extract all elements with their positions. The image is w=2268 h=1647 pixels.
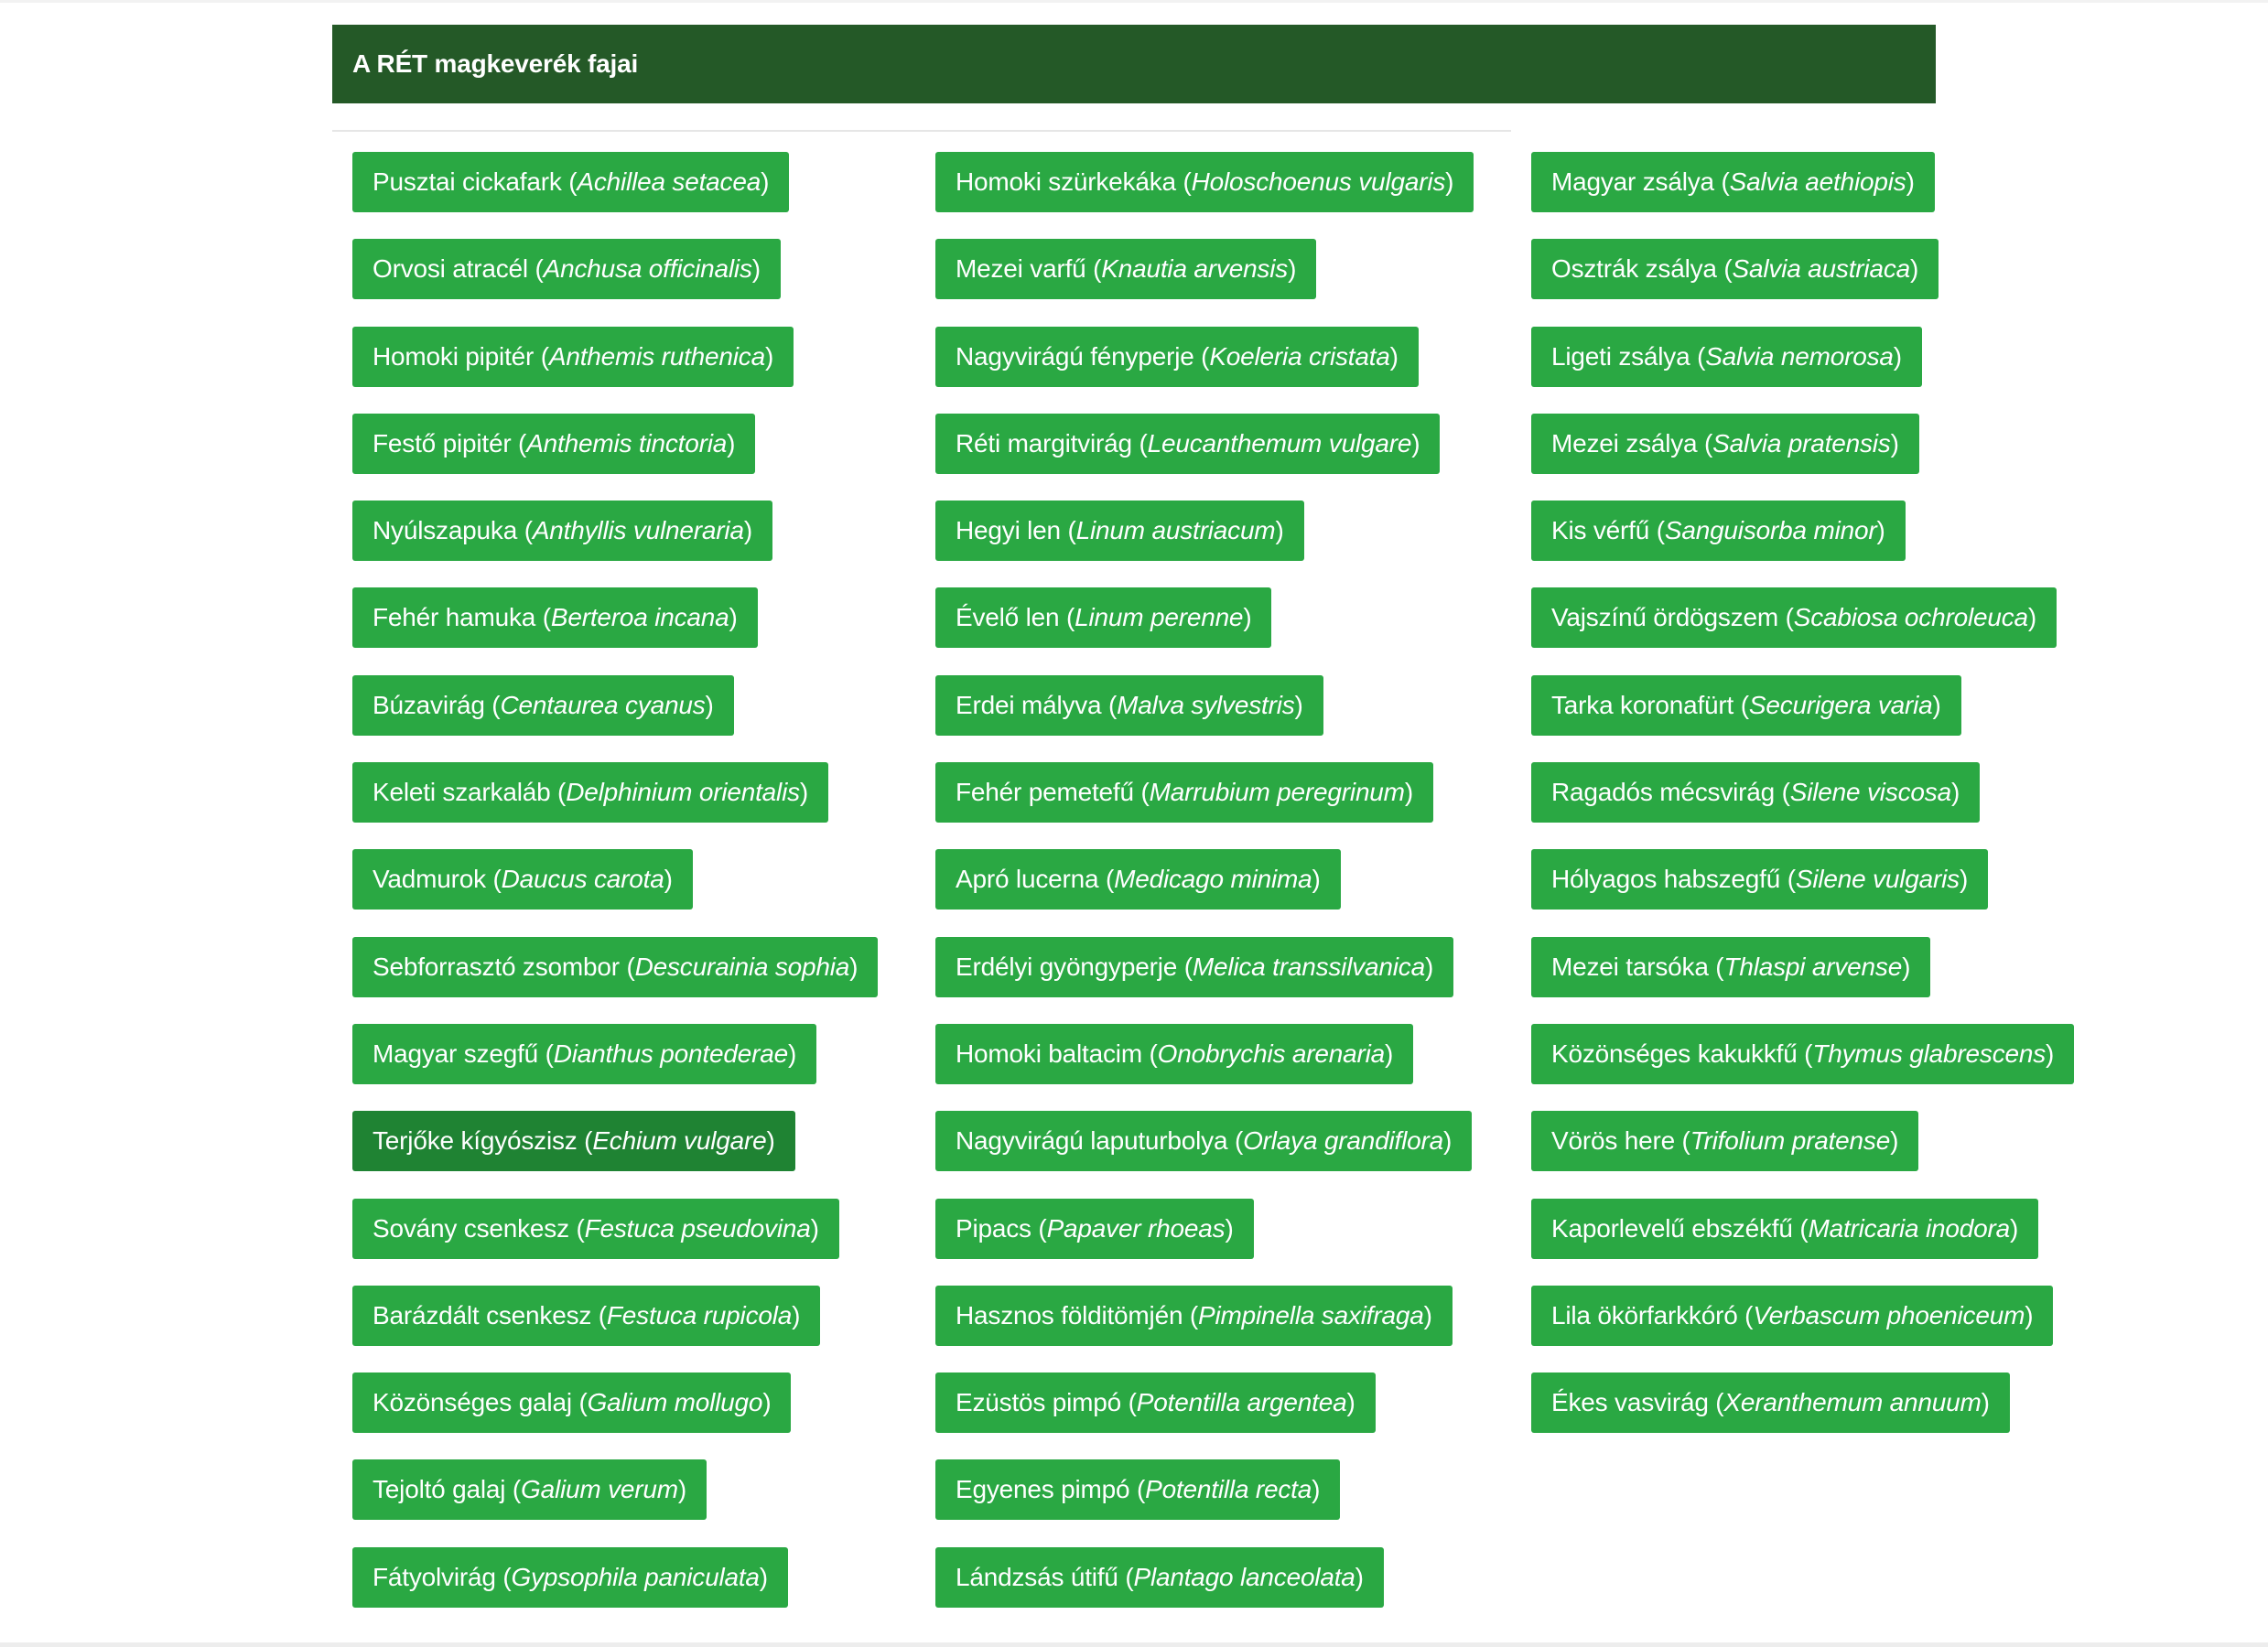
open-paren: ( [1193, 341, 1210, 371]
close-paren: ) [799, 778, 809, 807]
species-common-name: Mezei tarsóka [1551, 952, 1709, 981]
species-latin-name: Berteroa incana [550, 603, 729, 632]
species-common-name: Nyúlszapuka [373, 516, 518, 545]
open-paren: ( [1101, 690, 1118, 719]
species-latin-name: Festuca rupicola [606, 1300, 793, 1329]
species-tag[interactable] [935, 1024, 1413, 1084]
species-tag[interactable] [935, 414, 1440, 474]
species-tag[interactable] [352, 1547, 788, 1608]
close-paren: ) [1902, 952, 1911, 981]
bottom-border [0, 1642, 2268, 1647]
open-paren: ( [527, 254, 544, 284]
open-paren: ( [1129, 1475, 1146, 1504]
open-paren: ( [1031, 1213, 1047, 1243]
open-paren: ( [505, 1475, 521, 1504]
close-paren: ) [743, 516, 752, 545]
species-latin-name: Potentilla argentea [1136, 1388, 1347, 1417]
close-paren: ) [1950, 778, 1960, 807]
close-paren: ) [677, 1475, 686, 1504]
species-latin-name: Silene viscosa [1789, 778, 1951, 807]
close-paren: ) [1225, 1213, 1234, 1243]
species-tag[interactable] [935, 587, 1271, 648]
species-tag[interactable] [935, 849, 1341, 910]
close-paren: ) [1893, 341, 1902, 371]
open-paren: ( [561, 167, 578, 196]
species-tag[interactable] [935, 1372, 1376, 1433]
species-tag[interactable] [935, 762, 1433, 823]
species-tag[interactable] [352, 239, 781, 299]
species-latin-name: Galium verum [521, 1475, 678, 1504]
species-common-name: Homoki szürkekáka [956, 167, 1176, 196]
species-tag[interactable] [935, 152, 1474, 212]
species-tag[interactable] [935, 1286, 1453, 1346]
close-paren: ) [1443, 1126, 1453, 1156]
close-paren: ) [764, 341, 774, 371]
species-common-name: Erdei mályva [956, 690, 1102, 719]
close-paren: ) [787, 1039, 797, 1068]
close-paren: ) [1890, 428, 1899, 458]
open-paren: ( [1775, 778, 1790, 807]
species-latin-name: Knautia arvensis [1101, 254, 1289, 284]
species-column-2 [935, 152, 1474, 1634]
open-paren: ( [591, 1300, 607, 1329]
close-paren: ) [1288, 254, 1297, 284]
close-paren: ) [751, 254, 761, 284]
species-common-name: Pipacs [956, 1213, 1031, 1243]
close-paren: ) [2046, 1039, 2055, 1068]
close-paren: ) [1312, 865, 1321, 894]
species-common-name: Fehér hamuka [373, 603, 536, 632]
species-latin-name: Anchusa officinalis [543, 254, 752, 284]
open-paren: ( [517, 516, 533, 545]
species-tag[interactable] [352, 1024, 816, 1084]
close-paren: ) [1959, 865, 1969, 894]
species-common-name: Vörös here [1551, 1126, 1675, 1156]
species-latin-name: Onobrychis arenaria [1157, 1039, 1385, 1068]
species-common-name: Sebforrasztó zsombor [373, 952, 620, 981]
species-tag[interactable] [1531, 239, 1939, 299]
close-paren: ) [727, 428, 736, 458]
species-latin-name: Centaurea cyanus [500, 690, 706, 719]
species-common-name: Réti margitvirág [956, 428, 1132, 458]
open-paren: ( [1227, 1126, 1244, 1156]
close-paren: ) [1243, 603, 1252, 632]
species-tag[interactable] [1531, 849, 1988, 910]
species-latin-name: Sanguisorba minor [1664, 516, 1877, 545]
close-paren: ) [2025, 1300, 2034, 1329]
species-latin-name: Festuca pseudovina [584, 1213, 811, 1243]
open-paren: ( [538, 1039, 554, 1068]
open-paren: ( [1118, 1562, 1134, 1591]
species-latin-name: Daucus carota [501, 865, 664, 894]
close-paren: ) [2009, 1213, 2019, 1243]
species-common-name: Magyar szegfű [373, 1039, 539, 1068]
close-paren: ) [761, 167, 770, 196]
species-tag[interactable] [1531, 152, 1935, 212]
species-tag[interactable] [935, 675, 1323, 736]
open-paren: ( [485, 865, 502, 894]
close-paren: ) [1910, 254, 1919, 284]
close-paren: ) [1932, 690, 1941, 719]
species-common-name: Erdélyi gyöngyperje [956, 952, 1178, 981]
open-paren: ( [1175, 167, 1192, 196]
species-tag[interactable] [935, 239, 1316, 299]
species-latin-name: Leucanthemum vulgare [1147, 428, 1412, 458]
species-tag[interactable] [352, 327, 794, 387]
species-common-name: Egyenes pimpó [956, 1475, 1130, 1504]
open-paren: ( [1131, 428, 1148, 458]
close-paren: ) [1294, 690, 1303, 719]
species-common-name: Terjőke kígyószisz [373, 1126, 578, 1156]
species-common-name: Tejoltó galaj [373, 1475, 506, 1504]
open-paren: ( [1737, 1300, 1754, 1329]
species-tag[interactable] [1531, 1372, 2010, 1433]
species-tag[interactable] [352, 1199, 839, 1259]
open-paren: ( [1674, 1126, 1690, 1156]
species-latin-name: Holoschoenus vulgaris [1191, 167, 1446, 196]
species-latin-name: Trifolium pratense [1690, 1126, 1891, 1156]
close-paren: ) [1404, 778, 1413, 807]
species-latin-name: Gypsophila paniculata [511, 1562, 760, 1591]
species-tag[interactable] [352, 152, 789, 212]
open-paren: ( [495, 1562, 512, 1591]
species-latin-name: Melica transsilvanica [1192, 952, 1425, 981]
species-latin-name: Echium vulgare [592, 1126, 767, 1156]
close-paren: ) [1389, 341, 1399, 371]
species-latin-name: Linum austriacum [1075, 516, 1276, 545]
species-latin-name: Orlaya grandiflora [1243, 1126, 1444, 1156]
species-latin-name: Salvia pratensis [1712, 428, 1891, 458]
species-tag[interactable] [1531, 501, 1906, 561]
species-latin-name: Galium mollugo [587, 1388, 763, 1417]
species-latin-name: Matricaria inodora [1808, 1213, 2010, 1243]
species-latin-name: Salvia aethiopis [1729, 167, 1906, 196]
open-paren: ( [1060, 516, 1076, 545]
close-paren: ) [1346, 1388, 1355, 1417]
species-latin-name: Xeranthemum annuum [1723, 1388, 1982, 1417]
species-common-name: Lila ökörfarkkóró [1551, 1300, 1738, 1329]
close-paren: ) [1981, 1388, 1990, 1417]
species-column-1 [352, 152, 878, 1634]
species-latin-name: Securigera varia [1748, 690, 1933, 719]
species-common-name: Apró lucerna [956, 865, 1099, 894]
open-paren: ( [1098, 865, 1115, 894]
open-paren: ( [1716, 254, 1733, 284]
species-tag[interactable] [1531, 327, 1922, 387]
close-paren: ) [1890, 1126, 1899, 1156]
species-common-name: Vajszínű ördögszem [1551, 603, 1779, 632]
open-paren: ( [1183, 1300, 1199, 1329]
species-latin-name: Pimpinella saxifraga [1198, 1300, 1424, 1329]
species-common-name: Ligeti zsálya [1551, 341, 1690, 371]
species-latin-name: Achillea setacea [577, 167, 761, 196]
open-paren: ( [1708, 952, 1724, 981]
close-paren: ) [810, 1213, 819, 1243]
species-common-name: Mezei zsálya [1551, 428, 1698, 458]
open-paren: ( [1649, 516, 1665, 545]
species-latin-name: Delphinium orientalis [566, 778, 800, 807]
species-tag[interactable] [1531, 1024, 2074, 1084]
species-latin-name: Thlaspi arvense [1723, 952, 1903, 981]
open-paren: ( [1792, 1213, 1809, 1243]
species-tag[interactable] [352, 675, 734, 736]
species-latin-name: Scabiosa ochroleuca [1793, 603, 2028, 632]
species-tag[interactable] [935, 1547, 1384, 1608]
species-common-name: Ezüstös pimpó [956, 1388, 1122, 1417]
species-tag[interactable] [352, 587, 758, 648]
open-paren: ( [571, 1388, 588, 1417]
species-latin-name: Anthemis ruthenica [548, 341, 765, 371]
species-common-name: Kis vérfű [1551, 516, 1650, 545]
species-tag[interactable] [935, 327, 1419, 387]
species-tag[interactable] [352, 849, 693, 910]
close-paren: ) [1275, 516, 1284, 545]
species-latin-name: Anthemis tinctoria [526, 428, 728, 458]
species-common-name: Fátyolvirág [373, 1562, 496, 1591]
open-paren: ( [1085, 254, 1102, 284]
open-paren: ( [511, 428, 527, 458]
species-tag[interactable] [935, 1459, 1340, 1520]
species-latin-name: Silene vulgaris [1795, 865, 1960, 894]
species-latin-name: Salvia nemorosa [1705, 341, 1894, 371]
close-paren: ) [766, 1126, 775, 1156]
species-common-name: Sovány csenkesz [373, 1213, 569, 1243]
species-common-name: Hólyagos habszegfű [1551, 865, 1781, 894]
species-latin-name: Malva sylvestris [1117, 690, 1295, 719]
species-column-3 [1531, 152, 2074, 1459]
close-paren: ) [849, 952, 859, 981]
species-tag[interactable] [935, 1199, 1254, 1259]
close-paren: ) [705, 690, 714, 719]
species-latin-name: Thymus glabrescens [1812, 1039, 2047, 1068]
species-common-name: Keleti szarkaláb [373, 778, 551, 807]
species-tag[interactable] [1531, 1286, 2053, 1346]
species-common-name: Nagyvirágú laputurbolya [956, 1126, 1228, 1156]
close-paren: ) [729, 603, 738, 632]
species-tag[interactable] [352, 1459, 707, 1520]
species-common-name: Pusztai cickafark [373, 167, 562, 196]
species-common-name: Tarka koronafürt [1551, 690, 1734, 719]
species-common-name: Fehér pemetefű [956, 778, 1134, 807]
species-common-name: Lándzsás útifű [956, 1562, 1118, 1591]
open-paren: ( [1697, 428, 1713, 458]
species-common-name: Homoki baltacim [956, 1039, 1142, 1068]
close-paren: ) [1355, 1562, 1364, 1591]
species-tag[interactable] [1531, 675, 1961, 736]
species-latin-name: Papaver rhoeas [1046, 1213, 1226, 1243]
species-common-name: Osztrák zsálya [1551, 254, 1717, 284]
open-paren: ( [1797, 1039, 1813, 1068]
species-common-name: Évelő len [956, 603, 1060, 632]
open-paren: ( [1708, 1388, 1724, 1417]
species-latin-name: Dianthus pontederae [553, 1039, 788, 1068]
close-paren: ) [664, 865, 673, 894]
open-paren: ( [534, 341, 549, 371]
open-paren: ( [619, 952, 635, 981]
open-paren: ( [1690, 341, 1706, 371]
close-paren: ) [792, 1300, 801, 1329]
species-latin-name: Koeleria cristata [1209, 341, 1390, 371]
species-tag[interactable] [352, 501, 772, 561]
species-common-name: Búzavirág [373, 690, 485, 719]
open-paren: ( [1778, 603, 1794, 632]
species-latin-name: Anthyllis vulneraria [532, 516, 744, 545]
species-common-name: Orvosi atracél [373, 254, 528, 284]
species-latin-name: Verbascum phoeniceum [1753, 1300, 2025, 1329]
close-paren: ) [1876, 516, 1885, 545]
close-paren: ) [1312, 1475, 1321, 1504]
close-paren: ) [2027, 603, 2037, 632]
species-common-name: Homoki pipitér [373, 341, 535, 371]
species-tag[interactable] [1531, 414, 1919, 474]
close-paren: ) [1906, 167, 1915, 196]
open-paren: ( [550, 778, 567, 807]
open-paren: ( [1141, 1039, 1158, 1068]
open-paren: ( [1177, 952, 1193, 981]
species-tag[interactable] [935, 1111, 1472, 1171]
species-latin-name: Medicago minima [1114, 865, 1312, 894]
open-paren: ( [1713, 167, 1730, 196]
species-tag[interactable] [1531, 1111, 1918, 1171]
species-tag[interactable] [935, 501, 1304, 561]
species-tag[interactable] [352, 937, 878, 997]
divider [332, 130, 1511, 132]
section-header [332, 25, 1936, 103]
species-common-name: Nagyvirágú fényperje [956, 341, 1194, 371]
species-common-name: Vadmurok [373, 865, 486, 894]
close-paren: ) [1445, 167, 1454, 196]
species-common-name: Hegyi len [956, 516, 1061, 545]
top-border [0, 0, 2268, 3]
close-paren: ) [1424, 952, 1434, 981]
species-tag[interactable] [352, 762, 828, 823]
species-latin-name: Potentilla recta [1145, 1475, 1312, 1504]
species-tag[interactable] [352, 1111, 795, 1171]
species-tag[interactable] [352, 1372, 791, 1433]
species-latin-name: Plantago lanceolata [1133, 1562, 1355, 1591]
species-common-name: Ékes vasvirág [1551, 1388, 1709, 1417]
close-paren: ) [1423, 1300, 1432, 1329]
open-paren: ( [1733, 690, 1749, 719]
species-common-name: Barázdált csenkesz [373, 1300, 592, 1329]
species-tag[interactable] [1531, 1199, 2038, 1259]
open-paren: ( [535, 603, 551, 632]
open-paren: ( [484, 690, 501, 719]
species-common-name: Mezei varfű [956, 254, 1086, 284]
open-paren: ( [1121, 1388, 1137, 1417]
open-paren: ( [577, 1126, 593, 1156]
species-tag[interactable] [352, 1286, 820, 1346]
species-latin-name: Salvia austriaca [1732, 254, 1910, 284]
species-common-name: Magyar zsálya [1551, 167, 1714, 196]
species-latin-name: Linum perenne [1075, 603, 1244, 632]
species-tag[interactable] [1531, 937, 1930, 997]
species-common-name: Közönséges kakukkfű [1551, 1039, 1798, 1068]
open-paren: ( [1133, 778, 1150, 807]
species-common-name: Közönséges galaj [373, 1388, 572, 1417]
species-tag[interactable] [935, 937, 1453, 997]
open-paren: ( [1780, 865, 1796, 894]
close-paren: ) [1411, 428, 1420, 458]
open-paren: ( [1059, 603, 1075, 632]
species-tag[interactable] [1531, 587, 2057, 648]
species-common-name: Kaporlevelű ebszékfű [1551, 1213, 1793, 1243]
species-common-name: Ragadós mécsvirág [1551, 778, 1776, 807]
open-paren: ( [568, 1213, 585, 1243]
species-common-name: Festő pipitér [373, 428, 512, 458]
close-paren: ) [759, 1562, 768, 1591]
species-tag[interactable] [1531, 762, 1980, 823]
species-latin-name: Marrubium peregrinum [1149, 778, 1405, 807]
close-paren: ) [762, 1388, 772, 1417]
species-latin-name: Descurainia sophia [634, 952, 850, 981]
close-paren: ) [1385, 1039, 1394, 1068]
section-title: A RÉT magkeverék fajai [352, 49, 639, 78]
species-common-name: Hasznos földitömjén [956, 1300, 1183, 1329]
species-tag[interactable] [352, 414, 755, 474]
